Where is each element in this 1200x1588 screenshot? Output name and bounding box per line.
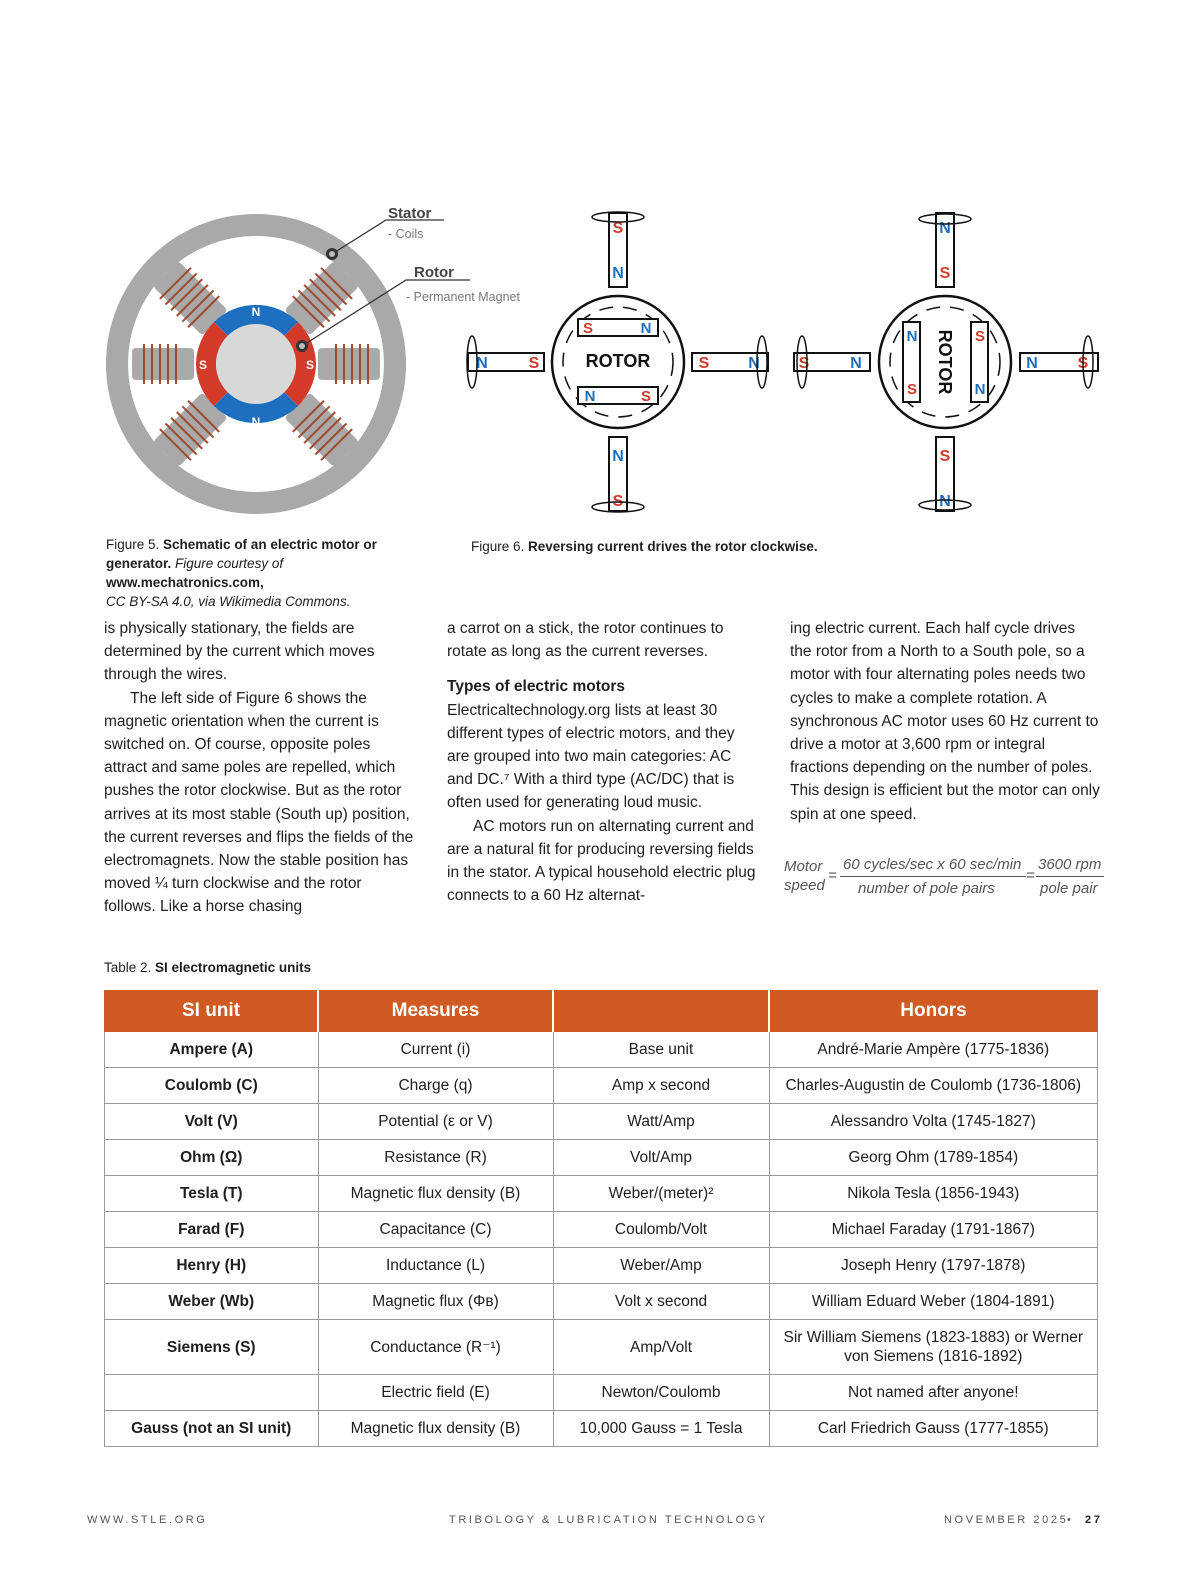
- svg-text:S: S: [582, 320, 594, 337]
- section-heading: Types of electric motors: [447, 678, 626, 696]
- body-column-2: [447, 617, 757, 907]
- table-row: Coulomb (C) Charge (q) Amp x second Charles-Augustin de Coulomb (1736-1806): [105, 1068, 1098, 1104]
- body-column-1: [104, 617, 414, 919]
- svg-text:N: N: [612, 265, 624, 282]
- col3-para-1: ing electric current. Each half cycle drives the rotor from a North to a South pole, so a motor with four alternating poles needs two cycles to make a complete rotation. A synchronous AC motor uses 60 Hz current to drive a motor at 3,600 rpm or integral fractions depending on the number of poles. This design is efficient but the motor can only spin at one speed.: [790, 620, 1100, 823]
- col2-para-1: a carrot on a stick, the rotor continues to rotate as long as the current reverses.: [447, 620, 724, 661]
- figure-6-rotor-diagram: [460, 205, 1110, 520]
- body-column-3: [790, 617, 1100, 826]
- footer-page-number: 27: [1085, 1514, 1103, 1526]
- table-caption: Table 2. SI electromagnetic units: [104, 960, 312, 975]
- svg-text:N: N: [906, 328, 918, 345]
- svg-text:S: S: [974, 328, 986, 345]
- col1-para-1: is physically stationary, the fields are determined by the current which moves through the wires.: [104, 620, 375, 684]
- magnet-label: - Permanent Magnet: [406, 290, 520, 304]
- table-row: Electric field (E) Newton/Coulomb Not named after anyone!: [105, 1375, 1098, 1411]
- coils-label: - Coils: [388, 227, 424, 241]
- table-row: Henry (H) Inductance (L) Weber/Amp Joseph Henry (1797-1878): [105, 1248, 1098, 1284]
- table-row: Siemens (S) Conductance (R⁻¹) Amp/Volt Sir William Siemens (1823-1883) or Werner von Siemens (1816-1892): [105, 1320, 1098, 1375]
- rotor-text-left: ROTOR: [585, 351, 651, 371]
- footer-date: NOVEMBER 2025: [944, 1514, 1069, 1526]
- svg-text:S: S: [906, 381, 918, 398]
- svg-text:N: N: [476, 355, 488, 372]
- rotor-label-s-right: S: [305, 358, 315, 372]
- header-si-unit: SI unit: [105, 991, 319, 1032]
- formula-lhs-1: Motor: [784, 858, 823, 875]
- svg-text:S: S: [612, 493, 624, 510]
- svg-text:S: S: [939, 265, 951, 282]
- stator-label: Stator: [388, 205, 432, 222]
- col2-para-3: AC motors run on alternating current and are a natural fit for producing reversing fields in the stator. A typical household electric plug connects to a 60 Hz alternat-: [447, 817, 756, 905]
- svg-text:N: N: [939, 220, 951, 237]
- rotor-label: Rotor: [414, 264, 454, 281]
- formula-num-1: 60 cycles/sec x 60 sec/min: [843, 856, 1022, 873]
- rotor-text-right: ROTOR: [935, 329, 955, 395]
- formula-den-1: number of pole pairs: [858, 880, 995, 897]
- motor-speed-formula: [784, 852, 1114, 902]
- svg-text:S: S: [640, 388, 652, 405]
- left-assembly: [467, 212, 768, 512]
- header-honors: Honors: [769, 991, 1098, 1032]
- svg-text:N: N: [612, 448, 624, 465]
- col2-para-2: Electricaltechnology.org lists at least 30 different types of electric motors, and they are grouped into two main categories: AC and DC.⁷ With a third type (AC/DC) that is often used for generating loud music.: [447, 701, 735, 812]
- svg-text:S: S: [612, 220, 624, 237]
- svg-text:N: N: [850, 355, 862, 372]
- svg-text:S: S: [1077, 355, 1089, 372]
- svg-text:S: S: [698, 355, 710, 372]
- rotor-label-n-bottom: N: [251, 415, 261, 429]
- formula-lhs-2: speed: [784, 877, 825, 894]
- table-header-row: [105, 991, 1098, 1032]
- svg-text:N: N: [939, 493, 951, 510]
- formula-eq-1: =: [828, 867, 837, 884]
- svg-text:S: S: [939, 448, 951, 465]
- si-units-table: [104, 990, 1098, 1447]
- table-row: Tesla (T) Magnetic flux density (B) Weber/(meter)² Nikola Tesla (1856-1943): [105, 1176, 1098, 1212]
- col1-para-2: The left side of Figure 6 shows the magnetic orientation when the current is switched on. Of course, opposite poles attract and same poles are repelled, which pushes the rotor clockwise. But as the rotor arrives at its most stable (South up) position, the current reverses and flips the fields of the electromagnets. Now the stable position has moved ¼ turn clockwise and the rotor follows. Like a horse chasing: [104, 689, 414, 916]
- formula-num-2: 3600 rpm: [1038, 856, 1102, 873]
- table-row: Ampere (A) Current (i) Base unit André-Marie Ampère (1775-1836): [105, 1032, 1098, 1068]
- right-assembly: [794, 213, 1098, 511]
- table-row: Weber (Wb) Magnetic flux (Φв) Volt x second William Eduard Weber (1804-1891): [105, 1284, 1098, 1320]
- rotor-label-s-left: S: [198, 358, 208, 372]
- footer-website[interactable]: WWW.STLE.ORG: [87, 1514, 208, 1526]
- table-row: Farad (F) Capacitance (C) Coulomb/Volt Michael Faraday (1791-1867): [105, 1212, 1098, 1248]
- svg-text:N: N: [974, 381, 986, 398]
- formula-den-2: pole pair: [1040, 880, 1098, 897]
- table-row: Ohm (Ω) Resistance (R) Volt/Amp Georg Ohm (1789-1854): [105, 1140, 1098, 1176]
- svg-text:N: N: [584, 388, 596, 405]
- svg-text:S: S: [528, 355, 540, 372]
- figure-5-caption: Figure 5. Schematic of an electric motor or generator. Figure courtesy of www.mechatronics.com, CC BY-SA 4.0, via Wikimedia Commons.: [106, 537, 377, 609]
- table-row: Volt (V) Potential (ε or V) Watt/Amp Alessandro Volta (1745-1827): [105, 1104, 1098, 1140]
- formula-eq-2: =: [1026, 867, 1035, 884]
- header-measures: Measures: [318, 991, 553, 1032]
- footer-separator: •: [1067, 1514, 1074, 1526]
- svg-text:N: N: [748, 355, 760, 372]
- svg-text:N: N: [1026, 355, 1038, 372]
- table-row: Gauss (not an SI unit) Magnetic flux density (B) 10,000 Gauss = 1 Tesla Carl Friedrich Gauss (1777-1855): [105, 1411, 1098, 1447]
- header-blank: [553, 991, 769, 1032]
- rotor-label-n-top: N: [251, 305, 261, 319]
- svg-text:N: N: [640, 320, 652, 337]
- footer-publication: TRIBOLOGY & LUBRICATION TECHNOLOGY: [449, 1514, 768, 1526]
- figure-6-caption: Figure 6. Reversing current drives the rotor clockwise.: [471, 539, 818, 554]
- mechatronics-link[interactable]: www.mechatronics.com,: [106, 575, 264, 590]
- svg-text:S: S: [798, 355, 810, 372]
